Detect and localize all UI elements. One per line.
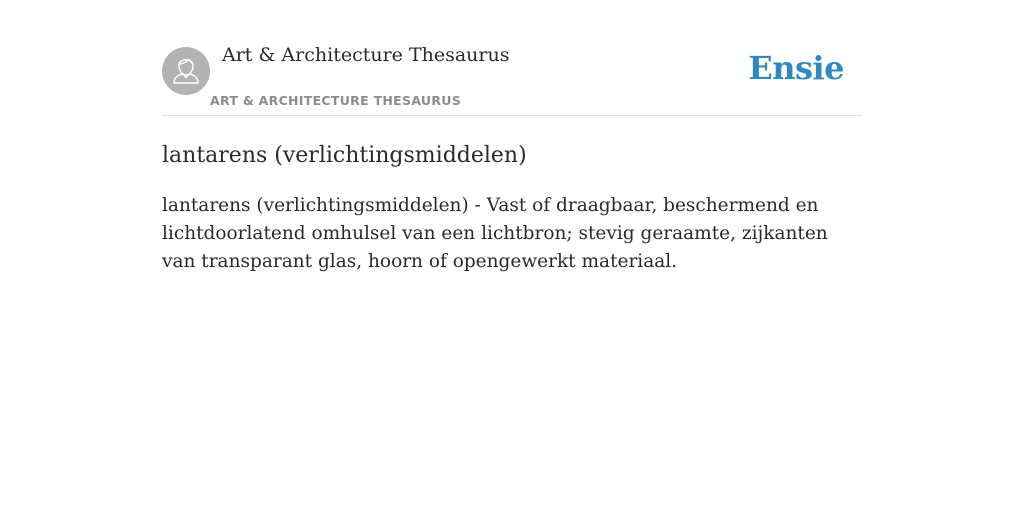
ensie-logo[interactable]: Ensie [748,49,844,87]
entry-definition: lantarens (verlichtingsmiddelen) - Vast of draagbaar, beschermend en lichtdoorlatend omhulsel van een lichtbron; stevig geraamte, zijkanten van transparant glas, hoorn of opengewerkt materiaal. [162,195,828,272]
source-label[interactable]: ART & ARCHITECTURE THESAURUS [210,93,462,108]
entry-title: lantarens (verlichtingsmiddelen) [162,143,527,168]
user-silhouette-icon [162,47,210,95]
entry-header [162,0,862,116]
author-avatar[interactable] [162,47,210,95]
author-name[interactable]: Art & Architecture Thesaurus [222,44,510,66]
content-container [162,0,862,276]
